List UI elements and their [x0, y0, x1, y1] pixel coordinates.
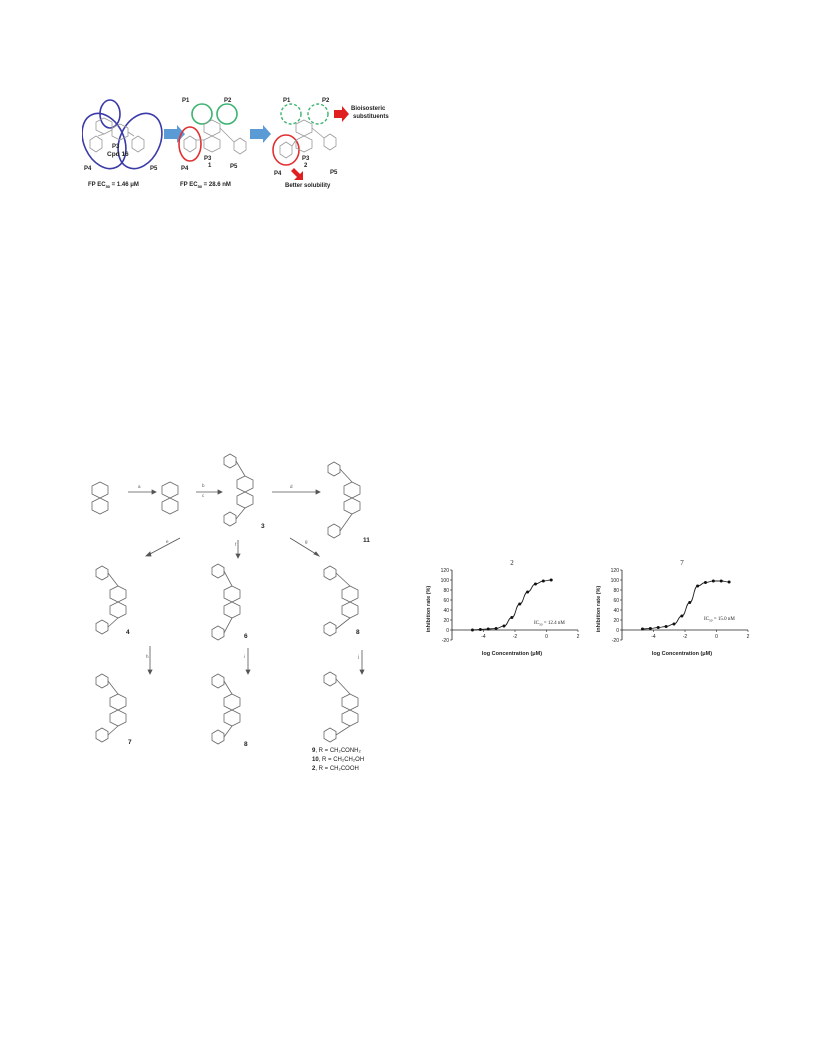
- y-tick-label: 60: [613, 597, 619, 604]
- molecule-3: [224, 454, 253, 526]
- molecule-11: [328, 462, 360, 538]
- y-tick-label: 80: [443, 587, 449, 594]
- ic50-annotation: $IC_{50} = 12.4$ nM: [534, 621, 565, 627]
- design-strategy-svg: [82, 96, 398, 192]
- data-point: [641, 628, 644, 631]
- x-axis-label: log Concentration (μM): [651, 651, 713, 656]
- r-group-line: 10, R = CH₂CH₂OH: [312, 757, 365, 763]
- molecule-9-10-2: [324, 672, 358, 742]
- y-tick-label: -20: [441, 637, 449, 644]
- y-axis-label: inhibition rate (%): [596, 585, 602, 633]
- data-point: [550, 579, 553, 582]
- panel-a-ec50: FP $EC_{50} = 1.46$ μM: [88, 182, 139, 189]
- r-group-line: 2, R = CH₂COOH: [312, 766, 359, 772]
- x-tick-label: 2: [576, 634, 580, 640]
- panel-b-p5-label: P5: [230, 164, 238, 170]
- panel-a-p5-label: P5: [150, 166, 158, 172]
- panel-b-p4-label: P4: [181, 166, 189, 172]
- data-point: [720, 580, 723, 583]
- data-point: [665, 625, 668, 628]
- arrow-right-icon: [250, 125, 271, 143]
- bioisosteric-label-2: substituents: [353, 114, 389, 120]
- panel-c-p1-label: P1: [283, 98, 291, 104]
- x-tick-label: 0: [545, 634, 548, 640]
- data-point: [526, 591, 529, 594]
- compound-label: 11: [363, 537, 370, 544]
- step-label: g: [305, 539, 308, 544]
- x-tick-label: -4: [481, 634, 486, 640]
- y-tick-label: 80: [613, 587, 619, 594]
- panel-a-p4-label: P4: [84, 166, 92, 172]
- molecule-7: [96, 674, 126, 742]
- chart-axes: [611, 568, 750, 644]
- compound-label: 3: [261, 523, 265, 530]
- molecule-6: [212, 564, 240, 640]
- panel-c-cpd-label: 2: [304, 163, 308, 169]
- y-tick-label: 100: [610, 577, 619, 584]
- x-tick-label: -2: [512, 634, 518, 640]
- red-arrow-icon: [334, 106, 349, 122]
- dose-response-chart: [418, 556, 586, 656]
- data-point: [704, 581, 707, 584]
- panel-c-p2-label: P2: [322, 98, 330, 104]
- data-point: [728, 581, 731, 584]
- chart-marks: [641, 580, 731, 631]
- y-tick-label: 40: [443, 607, 449, 614]
- data-point: [471, 629, 474, 632]
- data-point: [680, 615, 683, 618]
- data-point: [502, 625, 505, 628]
- molecule-8b: [212, 674, 240, 744]
- r-group-line: 9, R = CH₂CONH₂: [312, 748, 361, 754]
- data-point: [479, 628, 482, 631]
- panel-cpd16: [82, 100, 170, 176]
- chart-compound-2: [418, 556, 586, 656]
- step-labels: [138, 483, 359, 659]
- x-tick-label: -4: [651, 634, 656, 640]
- data-point: [672, 623, 675, 626]
- step-label: h: [146, 654, 149, 659]
- molecule-naphthylamine: [92, 482, 108, 514]
- chart-compound-7: [588, 556, 756, 656]
- chart-axes: [441, 568, 580, 644]
- step-label: d: [290, 484, 293, 489]
- panel-b-p3-label: P3: [204, 156, 212, 162]
- compound-label: 4: [126, 629, 130, 636]
- dose-response-chart: [588, 556, 756, 656]
- panel-b-ec50: FP $EC_{50} = 28.6$ nM: [180, 182, 231, 189]
- panel-b-p1-label: P1: [182, 98, 190, 104]
- y-tick-label: 120: [610, 567, 619, 574]
- step-label: i: [244, 654, 245, 659]
- y-tick-label: 60: [443, 597, 449, 604]
- compound-numbers: [126, 523, 370, 748]
- data-point: [487, 628, 490, 631]
- y-tick-label: 40: [613, 607, 619, 614]
- data-point: [510, 616, 513, 619]
- compound-label: 7: [128, 739, 132, 746]
- data-point: [518, 603, 521, 606]
- chart-title: 7: [680, 559, 684, 567]
- x-tick-label: -2: [682, 634, 688, 640]
- x-tick-label: 0: [715, 634, 718, 640]
- molecule-8a: [324, 566, 358, 636]
- step-label: e: [166, 539, 169, 544]
- panel-a-p3-label: P3: [112, 144, 120, 150]
- panel-a-cpd-label: Cpd 16: [107, 151, 129, 158]
- data-point: [688, 601, 691, 604]
- y-tick-label: 0: [616, 627, 619, 634]
- compound-label: 8: [244, 741, 248, 748]
- solubility-label: Better solubility: [285, 183, 331, 189]
- ic50-annotation: $IC_{50} = 15.0$ nM: [704, 617, 735, 623]
- y-tick-label: 0: [446, 627, 449, 634]
- panel-c-p3-label: P3: [302, 156, 310, 162]
- panel-c-p5-label: P5: [330, 170, 338, 176]
- y-tick-label: 20: [613, 617, 619, 624]
- data-point: [542, 580, 545, 583]
- synthesis-scheme-svg: [80, 448, 396, 778]
- data-point: [657, 626, 660, 629]
- molecule-4: [96, 566, 126, 634]
- panel-c-p4-label: P4: [274, 171, 282, 177]
- red-arrow-icon: [291, 168, 303, 180]
- data-point: [712, 580, 715, 583]
- chart-title: 2: [510, 559, 514, 567]
- compound-label: 6: [244, 633, 248, 640]
- y-tick-label: 100: [440, 577, 449, 584]
- x-axis-label: log Concentration (μM): [481, 651, 543, 656]
- panel-compound-1: [179, 104, 246, 161]
- r-group-legend: [312, 748, 364, 772]
- y-axis-label: inhibition rate (%): [426, 585, 432, 633]
- step-label: a: [138, 484, 141, 489]
- step-label: f: [235, 542, 237, 547]
- step-label: c: [202, 493, 205, 498]
- y-tick-label: 20: [443, 617, 449, 624]
- panel-b-p2-label: P2: [224, 98, 232, 104]
- bioisosteric-label-1: Bioisosteric: [351, 106, 386, 112]
- molecule-diamine: [162, 482, 178, 514]
- x-tick-label: 2: [746, 634, 750, 640]
- compound-label: 8: [356, 629, 360, 636]
- y-tick-label: -20: [611, 637, 619, 644]
- data-point: [649, 627, 652, 630]
- step-label: b: [202, 483, 205, 488]
- data-point: [534, 583, 537, 586]
- y-tick-label: 120: [440, 567, 449, 574]
- data-point: [495, 627, 498, 630]
- step-label: j: [358, 654, 359, 659]
- reaction-arrows: [128, 490, 364, 674]
- data-point: [696, 585, 699, 588]
- panel-b-cpd-label: 1: [208, 163, 212, 169]
- figure-synthesis-scheme: [80, 448, 396, 778]
- figure-design-strategy: [82, 96, 398, 192]
